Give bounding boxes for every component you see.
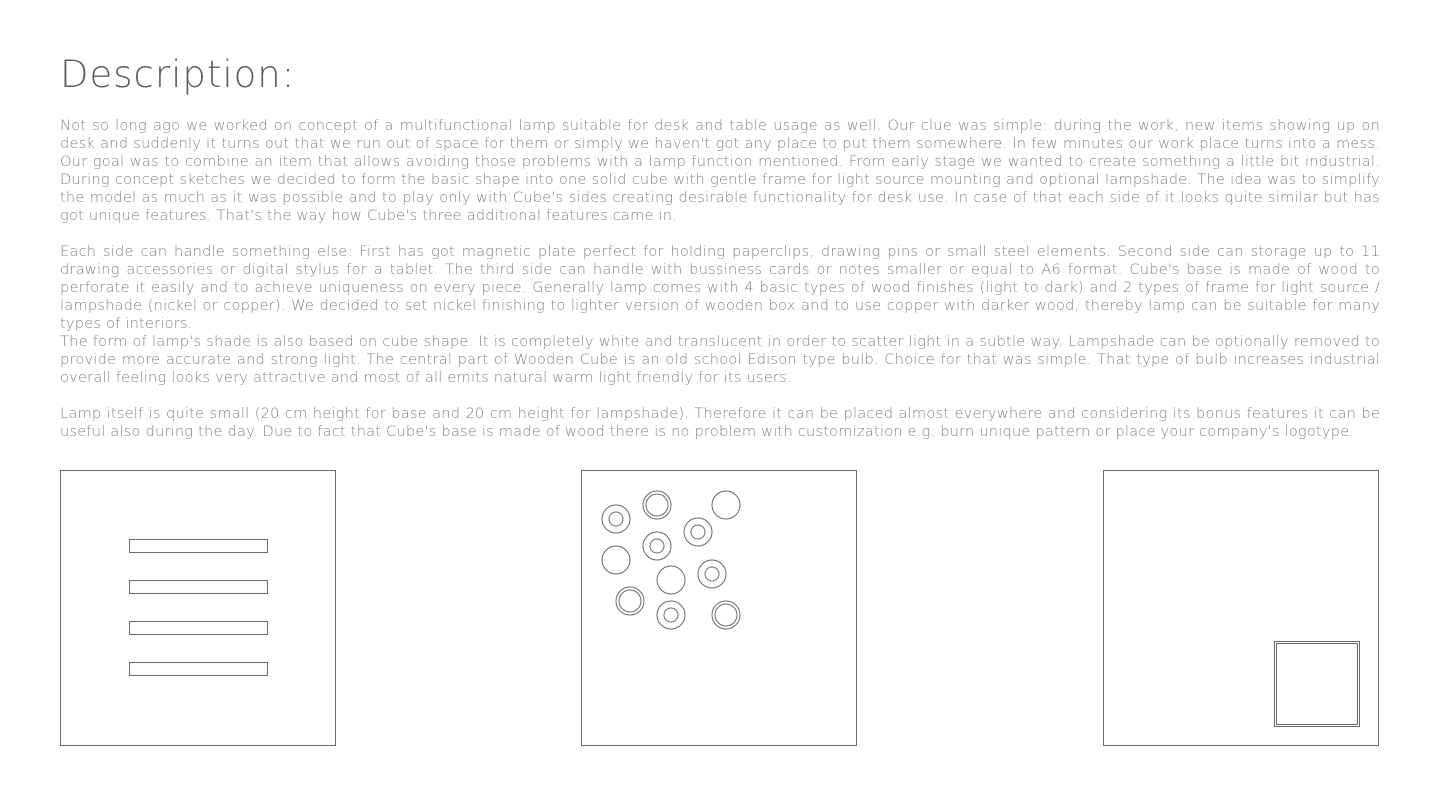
hole — [684, 518, 712, 546]
side-outline — [61, 471, 336, 746]
hole — [650, 539, 664, 553]
card-pocket-outer — [1275, 642, 1360, 727]
hole — [602, 505, 630, 533]
description-body — [60, 117, 1380, 459]
hole — [657, 566, 685, 594]
cube-side-slots-drawing — [60, 470, 336, 746]
hole — [664, 608, 678, 622]
hole — [712, 601, 740, 629]
paragraph-sides: Each side can handle something else: First has got magnetic plate perfect for holding paperclips, drawing pins or small steel elements. Second side can storage up to 11 drawing accessories or digital stylus for a tablet. The third side can handle with bussiness cards or notes smaller or equal to A6 format. Cube's base is made of wood to perforate it easily and to achieve uniqueness on every piece. Generally lamp comes with 4 basic types of wood finishes (light to dark) and 2 types of frame for light source / lampshade (nickel or copper). We decided to set nickel finishing to lighter version of wooden box and to use copper with darker wood, thereby lamp can be suitable for many types of interiors. — [60, 243, 1380, 332]
hole — [616, 587, 644, 615]
slot — [130, 581, 268, 594]
paragraph-lampshade: The form of lamp's shade is also based on cube shape. It is completely white and translucent in order to scatter light in a subtle way. Lampshade can be optionally removed to provide more accurate and strong light. The central part of Wooden Cube is an old school Edison type bulb. Choice for that was simple. That type of bulb increases industrial overall feeling looks very attractive and most of all emits natural warm light friendly for its users. — [60, 333, 1380, 386]
hole — [646, 494, 668, 516]
hole — [609, 512, 623, 526]
paragraph-concept: Not so long ago we worked on concept of a multifunctional lamp suitable for desk and table usage as well. Our clue was simple: during the work, new items showing up on desk and suddenly it turns out that we run out of space for them or simply we haven't got any place to put them somewhere. In few minutes our work place turns into a mess. Our goal was to combine an item that allows avoiding those problems with a lamp function mentioned. From early stage we wanted to create something a little bit industrial. During concept sketches we decided to form the basic shape into one solid cube with gentle frame for light source mounting and optional lampshade. The idea was to simplify the model as much as it was possible and to play only with Cube's sides creating desirable functionality for desk use. In case of that each side of it looks quite similar but has got unique features. That's the way how Cube's three additional features came in. — [60, 117, 1380, 224]
side-outline — [1104, 471, 1379, 746]
hole — [712, 491, 740, 519]
holes-drawing-svg — [581, 470, 857, 746]
side-outline — [582, 471, 857, 746]
paragraph-size: Lamp itself is quite small (20 cm height for base and 20 cm height for lampshade). Therefore it can be placed almost everywhere and considering its bonus features it can be useful also during the day. Due to fact that Cube's base is made of wood there is no problem with customization e.g. burn unique pattern or place your company's logotype. — [60, 405, 1380, 440]
hole — [643, 491, 671, 519]
hole — [643, 532, 671, 560]
hole — [619, 590, 641, 612]
hole — [602, 546, 630, 574]
hole — [705, 567, 719, 581]
cube-side-holes-drawing — [581, 470, 857, 746]
hole — [715, 604, 737, 626]
hole — [698, 560, 726, 588]
cube-side-card-pocket-drawing — [1103, 470, 1379, 746]
slots-drawing-svg — [60, 470, 336, 746]
card-pocket-inner — [1277, 644, 1358, 725]
page-title: Description: — [60, 53, 296, 96]
slot — [130, 540, 268, 553]
hole — [691, 525, 705, 539]
slot — [130, 622, 268, 635]
hole — [657, 601, 685, 629]
card-pocket-drawing-svg — [1103, 470, 1379, 746]
slot — [130, 663, 268, 676]
